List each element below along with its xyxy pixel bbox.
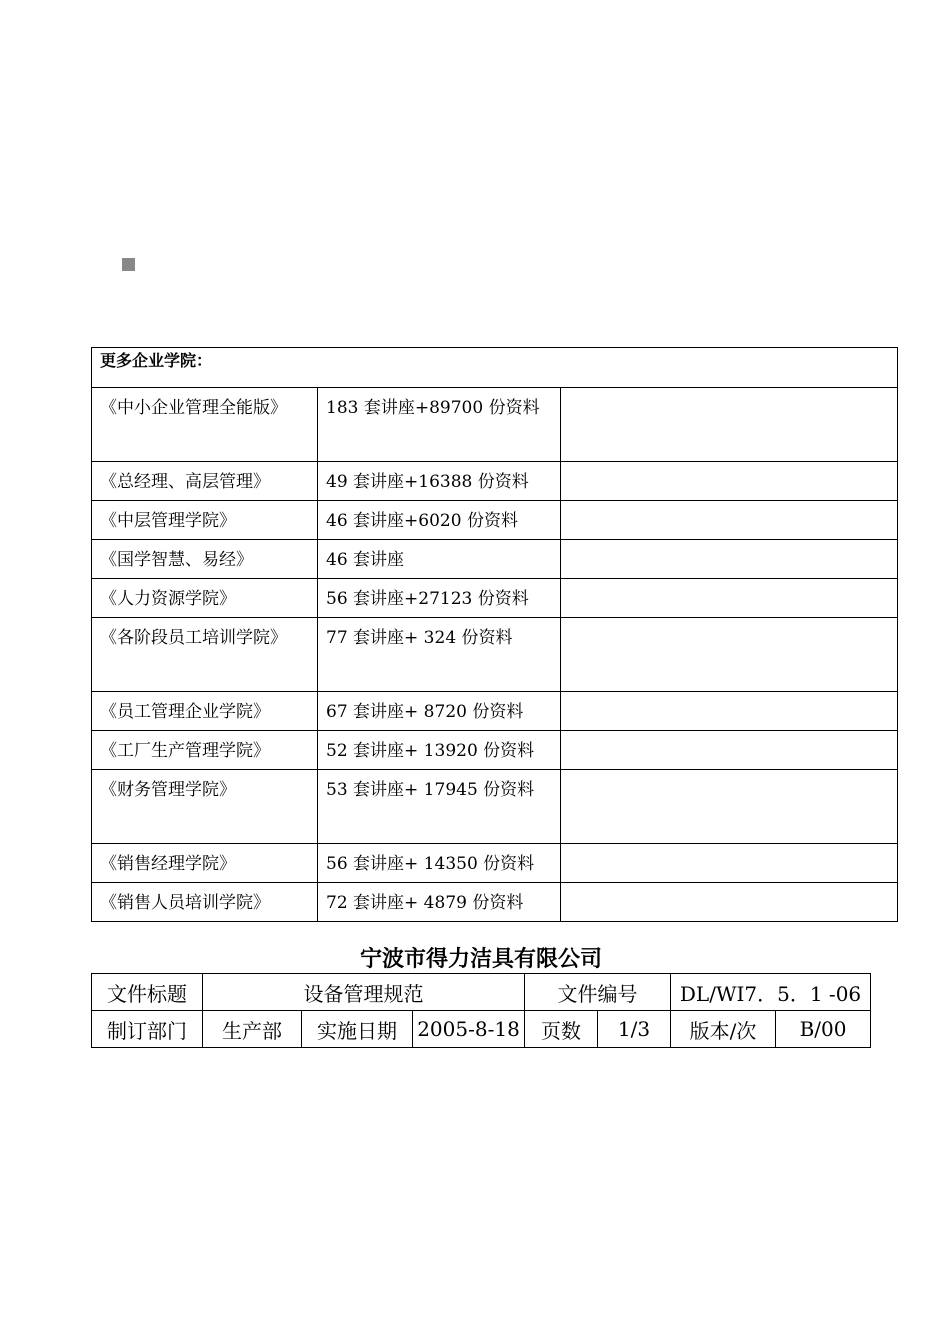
version-value: B/00 xyxy=(776,1011,871,1048)
doc-info-row-1 xyxy=(92,974,871,1011)
academy-detail: 56 套讲座+ 14350 份资料 xyxy=(318,844,561,883)
table-row xyxy=(92,540,898,579)
academy-name: 《员工管理企业学院》 xyxy=(92,692,318,731)
version-label: 版本/次 xyxy=(671,1011,776,1048)
table-row xyxy=(92,844,898,883)
academy-detail: 53 套讲座+ 17945 份资料 xyxy=(318,770,561,844)
academy-name: 《中层管理学院》 xyxy=(92,501,318,540)
academy-detail: 49 套讲座+16388 份资料 xyxy=(318,462,561,501)
table-row xyxy=(92,692,898,731)
academy-empty-cell xyxy=(561,462,898,501)
doc-info-row-2 xyxy=(92,1011,871,1048)
academy-empty-cell xyxy=(561,883,898,922)
academy-name: 《各阶段员工培训学院》 xyxy=(92,618,318,692)
academy-name: 《财务管理学院》 xyxy=(92,770,318,844)
academy-empty-cell xyxy=(561,731,898,770)
academy-detail: 72 套讲座+ 4879 份资料 xyxy=(318,883,561,922)
table-row xyxy=(92,770,898,844)
academy-table-header: 更多企业学院： xyxy=(92,348,898,388)
table-row xyxy=(92,731,898,770)
academy-empty-cell xyxy=(561,501,898,540)
file-number-value: DL/WI7．5．1 -06 xyxy=(671,974,871,1011)
academy-detail: 183 套讲座+89700 份资料 xyxy=(318,388,561,462)
effective-date-label: 实施日期 xyxy=(302,1011,413,1048)
table-row xyxy=(92,579,898,618)
department-label: 制订部门 xyxy=(92,1011,203,1048)
table-row xyxy=(92,618,898,692)
academy-detail: 46 套讲座 xyxy=(318,540,561,579)
academy-empty-cell xyxy=(561,540,898,579)
academy-name: 《销售人员培训学院》 xyxy=(92,883,318,922)
document-info-table xyxy=(91,973,871,1048)
academy-table-header-row xyxy=(92,348,898,388)
academy-detail: 67 套讲座+ 8720 份资料 xyxy=(318,692,561,731)
academy-empty-cell xyxy=(561,692,898,731)
company-title: 宁波市得力洁具有限公司 xyxy=(359,947,602,972)
file-number-label: 文件编号 xyxy=(525,974,671,1011)
academy-name: 《中小企业管理全能版》 xyxy=(92,388,318,462)
academy-empty-cell xyxy=(561,579,898,618)
file-title-value: 设备管理规范 xyxy=(203,974,525,1011)
academy-empty-cell xyxy=(561,388,898,462)
square-bullet-icon xyxy=(122,258,135,271)
table-row xyxy=(92,501,898,540)
effective-date-value: 2005-8-18 xyxy=(413,1011,525,1048)
page-count-value: 1/3 xyxy=(598,1011,671,1048)
academy-table xyxy=(91,347,898,922)
file-title-label: 文件标题 xyxy=(92,974,203,1011)
academy-name: 《总经理、高层管理》 xyxy=(92,462,318,501)
academy-detail: 46 套讲座+6020 份资料 xyxy=(318,501,561,540)
academy-detail: 52 套讲座+ 13920 份资料 xyxy=(318,731,561,770)
academy-empty-cell xyxy=(561,618,898,692)
academy-name: 《工厂生产管理学院》 xyxy=(92,731,318,770)
department-value: 生产部 xyxy=(203,1011,302,1048)
academy-name: 《国学智慧、易经》 xyxy=(92,540,318,579)
academy-empty-cell xyxy=(561,770,898,844)
academy-name: 《人力资源学院》 xyxy=(92,579,318,618)
academy-detail: 77 套讲座+ 324 份资料 xyxy=(318,618,561,692)
academy-name: 《销售经理学院》 xyxy=(92,844,318,883)
page-count-label: 页数 xyxy=(525,1011,598,1048)
table-row xyxy=(92,388,898,462)
academy-empty-cell xyxy=(561,844,898,883)
academy-detail: 56 套讲座+27123 份资料 xyxy=(318,579,561,618)
table-row xyxy=(92,462,898,501)
table-row xyxy=(92,883,898,922)
